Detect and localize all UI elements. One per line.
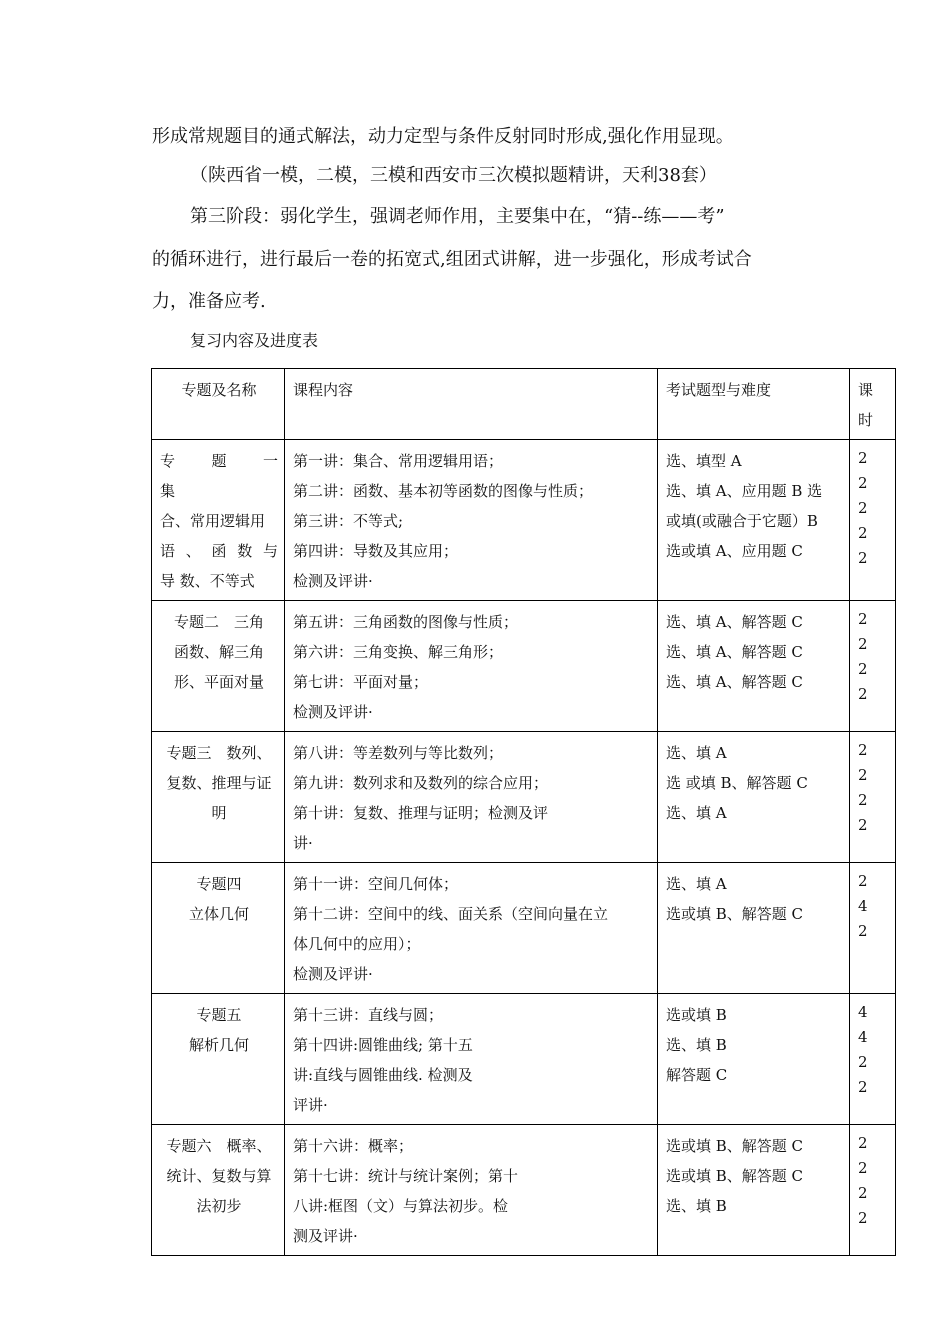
paragraph-5: 力，准备应考. [152,291,266,312]
cell-exam [658,732,850,863]
content-line: 第一讲：集合、常用逻辑用语； [293,452,504,470]
hours-line: 2 [858,766,868,784]
topic-line: 法初步 [196,1197,242,1215]
exam-line: 选、填 A [666,744,727,762]
cell-hours [850,440,896,601]
hours-line: 2 [858,449,868,467]
table-row [152,440,896,601]
cell-content [285,601,658,732]
topic-line: 导 数、不等式 [160,572,255,590]
cell-content [285,863,658,994]
content-line: 第十三讲：直线与圆； [293,1006,444,1024]
header-hours [850,369,896,440]
content-line: 第五讲：三角函数的图像与性质； [293,613,519,631]
hours-line: 2 [858,610,868,628]
cell-exam [658,440,850,601]
exam-line: 解答题 C [666,1066,728,1084]
cell-hours [850,994,896,1125]
content-line: 评讲· [293,1096,328,1114]
topic-line: 语 、 函 数 与 [160,542,278,560]
topic-line: 统计、复数与算 [166,1167,272,1185]
hours-line: 2 [858,635,868,653]
exam-line: 选、填 A [666,875,727,893]
content-line: 第四讲：导数及其应用； [293,542,459,560]
exam-line: 选、填 B [666,1197,727,1215]
hours-line: 2 [858,1209,868,1227]
topic-line: 明 [211,804,227,822]
topic-line: 专题二 三角 [173,613,264,631]
topic-line: 函数、解三角 [173,643,264,661]
schedule-table [151,368,896,1256]
hours-line: 2 [858,922,868,940]
exam-line: 选 或填 B、解答题 C [666,774,808,792]
topic-line: 复数、推理与证 [166,774,272,792]
exam-line: 选、填 A、解答题 C [666,613,803,631]
cell-exam [658,994,850,1125]
topic-line: 立体几何 [188,905,249,923]
exam-line: 选或填 B、解答题 C [666,1137,804,1155]
cell-hours [850,863,896,994]
exam-line: 选、填 A [666,804,727,822]
content-line: 第二讲：函数、基本初等函数的图像与性质； [293,482,594,500]
header-content: 课程内容 [285,369,658,440]
cell-topic [152,1125,285,1256]
hours-line: 2 [858,816,868,834]
exam-line: 选、填 A、应用题 B 选 [666,482,823,500]
content-line: 第十二讲：空间中的线、面关系（空间向量在立 [293,905,609,923]
hours-line: 2 [858,741,868,759]
exam-line: 选或填 B、解答题 C [666,1167,804,1185]
hours-line: 2 [858,660,868,678]
cell-hours [850,601,896,732]
exam-line: 或填(或融合于它题）B [666,512,818,530]
topic-line: 形、平面对量 [173,673,264,691]
content-line: 第六讲：三角变换、解三角形； [293,643,504,661]
exam-line: 选、填 A、解答题 C [666,643,803,661]
cell-content [285,1125,658,1256]
hours-line: 4 [858,1003,868,1021]
hours-line: 2 [858,524,868,542]
table-header-row [152,369,896,440]
hours-line: 2 [858,791,868,809]
cell-content [285,732,658,863]
content-line: 第十讲：复数、推理与证明；检测及评 [293,804,549,822]
hours-line: 4 [858,897,868,915]
topic-line: 专题三 数列、 [166,744,272,762]
cell-topic [152,732,285,863]
content-line: 检测及评讲· [293,703,373,721]
topic-line: 解析几何 [188,1036,249,1054]
content-line: 第十六讲：概率； [293,1137,414,1155]
content-line: 第十一讲：空间几何体； [293,875,459,893]
cell-exam [658,601,850,732]
paragraph-1: 形成常规题目的通式解法，动力定型与条件反射同时形成,强化作用显现。 [152,126,734,147]
cell-content [285,440,658,601]
hours-line: 2 [858,549,868,567]
content-line: 检测及评讲· [293,965,373,983]
content-line: 第八讲：等差数列与等比数列； [293,744,504,762]
table-row [152,863,896,994]
content-line: 第三讲：不等式; [293,512,404,530]
hours-line: 4 [858,1028,868,1046]
hours-line: 2 [858,1078,868,1096]
exam-line: 选或填 A、应用题 C [666,542,803,560]
cell-content [285,994,658,1125]
topic-line: 合、常用逻辑用 [160,512,266,530]
hours-line: 2 [858,474,868,492]
topic-line: 集 [160,482,176,500]
content-line: 第七讲：平面对量； [293,673,429,691]
cell-topic [152,601,285,732]
table-row [152,994,896,1125]
exam-line: 选或填 B、解答题 C [666,905,804,923]
table-caption: 复习内容及进度表 [190,331,319,350]
hours-line: 2 [858,685,868,703]
content-line: 讲· [293,834,313,852]
exam-line: 选、填型 A [666,452,742,470]
exam-line: 选、填 A、解答题 C [666,673,803,691]
content-line: 测及评讲· [293,1227,358,1245]
cell-topic [152,440,285,601]
cell-topic [152,994,285,1125]
header-hours-line-1: 课 [858,381,874,399]
paragraph-4: 的循环进行，进行最后一卷的拓宽式,组团式讲解，进一步强化，形成考试合 [152,249,752,270]
content-line: 八讲:框图（文）与算法初步。检 [293,1197,509,1215]
content-line: 体几何中的应用）； [293,935,421,953]
table-row [152,732,896,863]
cell-exam [658,1125,850,1256]
exam-line: 选、填 B [666,1036,727,1054]
content-line: 第十七讲：统计与统计案例；第十 [293,1167,519,1185]
paragraph-3: 第三阶段：弱化学生，强调老师作用，主要集中在，“猜--练——考” [190,206,725,227]
hours-line: 2 [858,1053,868,1071]
header-exam: 考试题型与难度 [658,369,850,440]
table-row [152,1125,896,1256]
header-topic: 专题及名称 [152,369,285,440]
topic-line: 专题五 [196,1006,242,1024]
cell-hours [850,732,896,863]
table-row [152,601,896,732]
topic-line: 专题四 [196,875,242,893]
hours-line: 2 [858,1159,868,1177]
content-line: 检测及评讲· [293,572,373,590]
header-hours-line-2: 时 [858,411,874,429]
topic-line: 专题六 概率、 [166,1137,272,1155]
cell-exam [658,863,850,994]
paragraph-2: （陕西省一模，二模，三模和西安市三次模拟题精讲，天利38套） [190,165,717,186]
content-line: 第九讲：数列求和及数列的综合应用； [293,774,549,792]
hours-line: 2 [858,499,868,517]
topic-line: 专 题 一 [160,452,278,470]
hours-line: 2 [858,872,868,890]
hours-line: 2 [858,1134,868,1152]
exam-line: 选或填 B [666,1006,727,1024]
cell-hours [850,1125,896,1256]
content-line: 讲:直线与圆锥曲线. 检测及 [293,1066,473,1084]
cell-topic [152,863,285,994]
content-line: 第十四讲:圆锥曲线; 第十五 [293,1036,473,1054]
hours-line: 2 [858,1184,868,1202]
